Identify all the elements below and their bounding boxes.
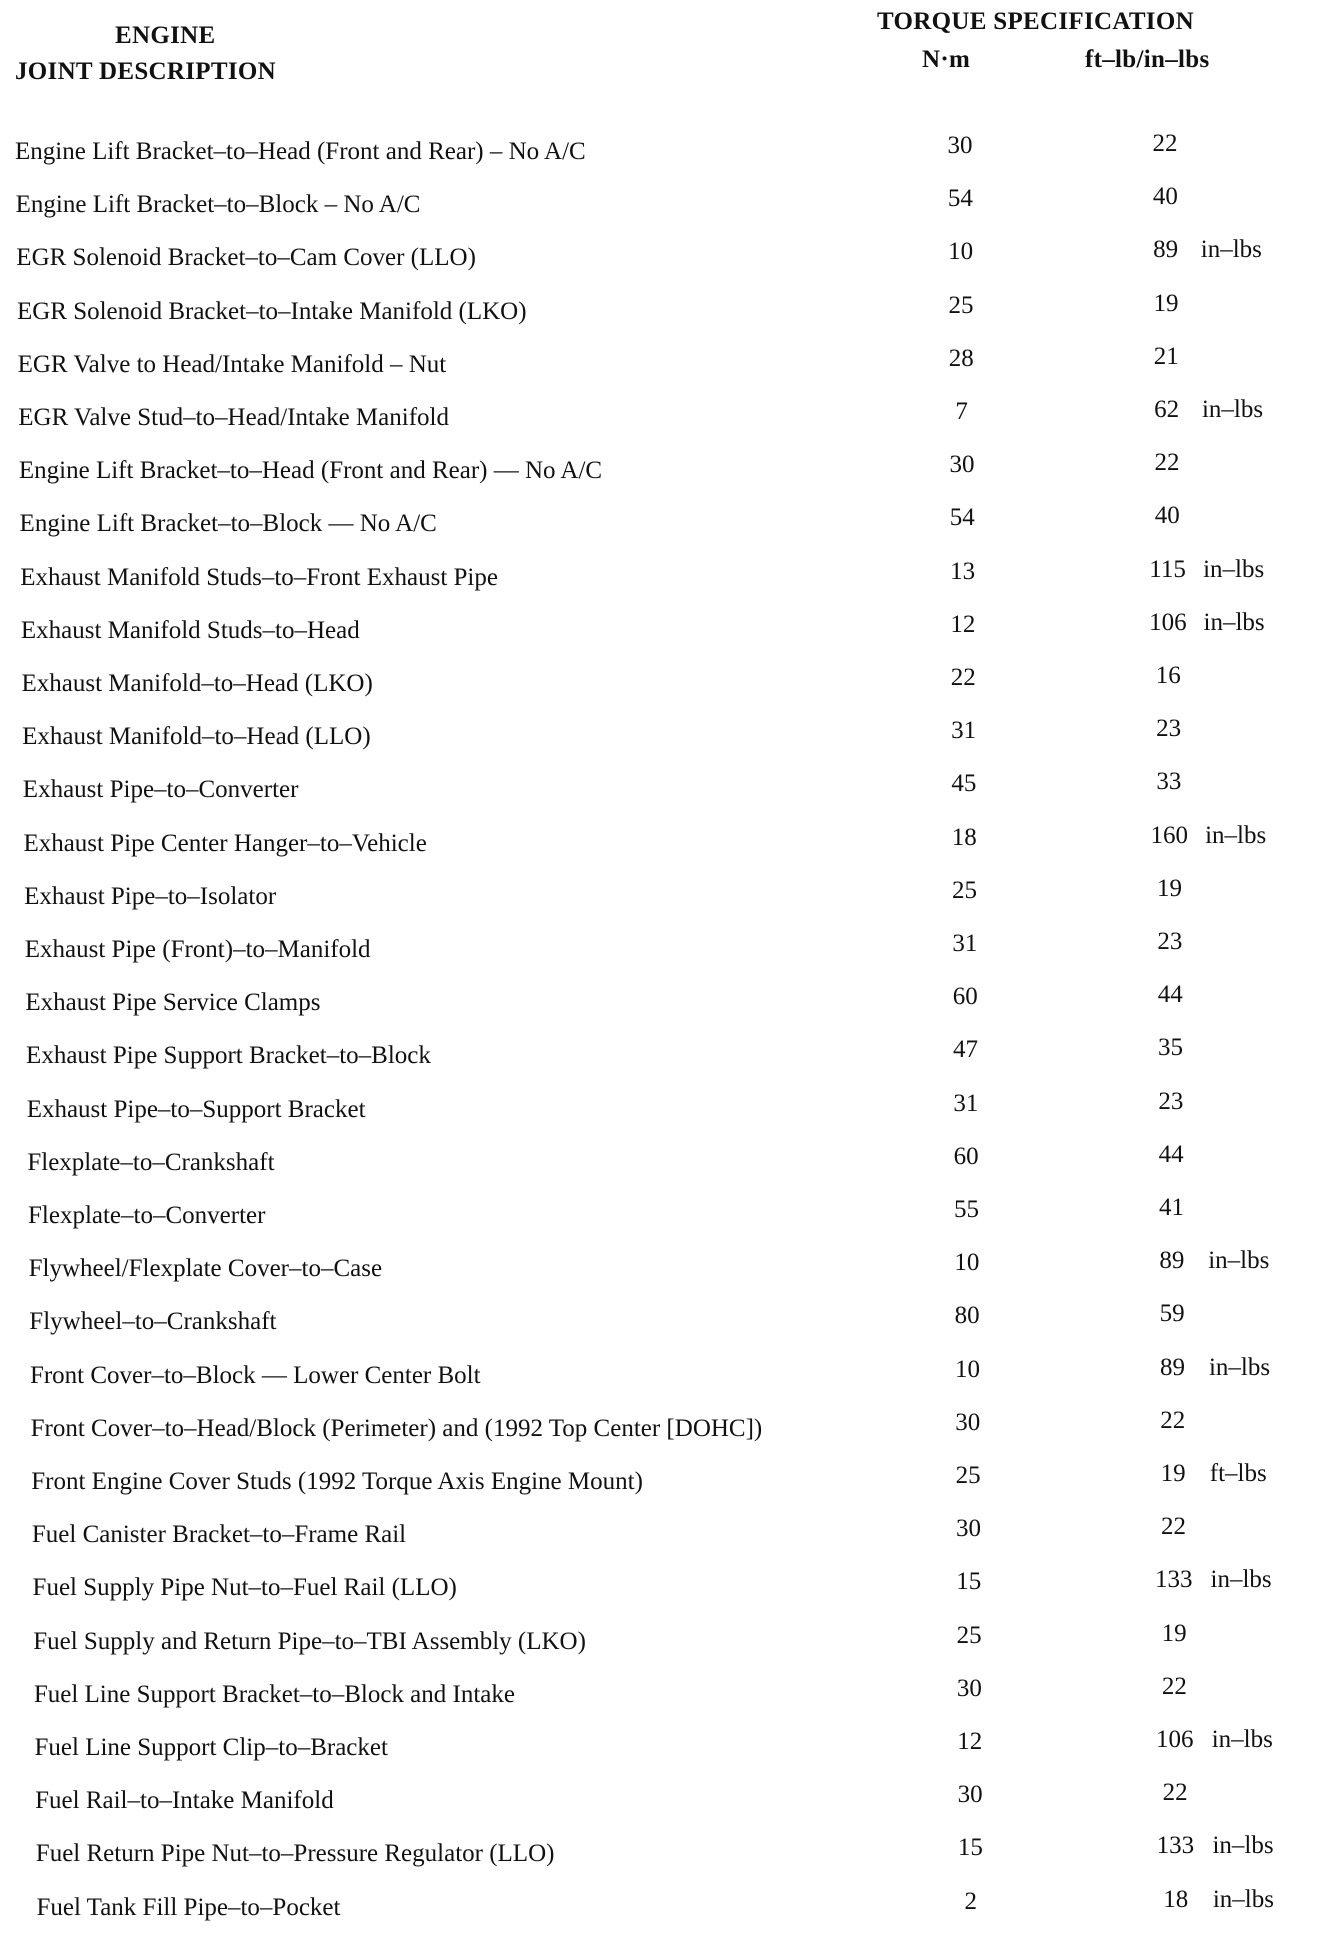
joint-description: Exhaust Pipe Service Clamps bbox=[25, 989, 321, 1017]
torque-nm: 54 bbox=[949, 504, 975, 532]
table-row bbox=[0, 1194, 1328, 1242]
joint-description: Front Engine Cover Studs (1992 Torque Axis Engine Mount) bbox=[31, 1468, 643, 1495]
joint-description: Fuel Supply and Return Pipe–to–TBI Assembly (LKO) bbox=[33, 1627, 586, 1655]
joint-description: Engine Lift Bracket–to–Head (Front and Rear) – No A/C bbox=[15, 138, 586, 165]
table-row bbox=[0, 1832, 1328, 1880]
torque-ftlb: 19 bbox=[1160, 1460, 1186, 1487]
torque-unit: in–lbs bbox=[1211, 1726, 1273, 1753]
table-row bbox=[0, 342, 1328, 391]
joint-description: Fuel Canister Bracket–to–Frame Rail bbox=[31, 1521, 407, 1549]
torque-nm: 30 bbox=[955, 1515, 981, 1543]
torque-ftlb: 59 bbox=[1159, 1300, 1185, 1328]
table-row bbox=[0, 502, 1328, 550]
joint-description: Engine Lift Bracket–to–Head (Front and Rear) — No A/C bbox=[18, 457, 603, 485]
table-row bbox=[0, 555, 1328, 604]
torque-nm: 10 bbox=[948, 238, 974, 266]
torque-ftlb: 44 bbox=[1157, 981, 1183, 1009]
table-row bbox=[0, 396, 1328, 444]
table-row bbox=[0, 1779, 1328, 1827]
joint-description: Fuel Tank Fill Pipe–to–Pocket bbox=[36, 1893, 341, 1921]
torque-nm: 45 bbox=[951, 770, 977, 798]
torque-ftlb: 22 bbox=[1152, 130, 1178, 157]
table-row bbox=[0, 1300, 1328, 1348]
table-row bbox=[0, 1140, 1328, 1189]
torque-nm: 47 bbox=[953, 1036, 979, 1064]
joint-description: Exhaust Pipe–to–Converter bbox=[22, 776, 299, 804]
torque-ftlb: 18 bbox=[1163, 1885, 1189, 1913]
torque-unit: in–lbs bbox=[1208, 1247, 1270, 1275]
torque-nm: 30 bbox=[949, 451, 975, 479]
torque-ftlb: 22 bbox=[1160, 1406, 1186, 1434]
joint-description: Exhaust Pipe Support Bracket–to–Block bbox=[26, 1042, 431, 1070]
joint-description: Flywheel–to–Crankshaft bbox=[29, 1308, 277, 1336]
torque-ftlb: 22 bbox=[1160, 1513, 1186, 1541]
torque-ftlb: 160 bbox=[1150, 821, 1188, 849]
torque-ftlb: 62 bbox=[1154, 396, 1180, 423]
joint-description: Flexplate–to–Converter bbox=[28, 1202, 266, 1229]
table-row bbox=[0, 1247, 1328, 1295]
torque-ftlb: 89 bbox=[1159, 1353, 1185, 1381]
joint-description: Flywheel/Flexplate Cover–to–Case bbox=[28, 1255, 383, 1283]
table-row bbox=[0, 662, 1328, 710]
torque-nm: 25 bbox=[948, 291, 974, 319]
table-row bbox=[0, 1619, 1328, 1668]
joint-description: Engine Lift Bracket–to–Block – No A/C bbox=[15, 191, 421, 219]
torque-unit: ft–lbs bbox=[1209, 1460, 1267, 1487]
joint-description: EGR Valve Stud–to–Head/Intake Manifold bbox=[18, 404, 449, 431]
torque-nm: 15 bbox=[956, 1568, 982, 1596]
column-header-ftlb: ft–lb/in–lbs bbox=[1085, 46, 1210, 73]
torque-unit: in–lbs bbox=[1208, 1353, 1271, 1381]
table-row bbox=[0, 821, 1328, 870]
table-row bbox=[0, 715, 1328, 763]
joint-description: Fuel Return Pipe Nut–to–Pressure Regulator (LLO) bbox=[35, 1840, 555, 1868]
torque-nm: 30 bbox=[947, 132, 973, 159]
torque-nm: 54 bbox=[947, 185, 973, 213]
table-row bbox=[0, 183, 1328, 231]
joint-description: Exhaust Pipe–to–Support Bracket bbox=[26, 1095, 366, 1123]
column-header-nm: N·m bbox=[922, 46, 971, 73]
torque-ftlb: 106 bbox=[1156, 1726, 1194, 1753]
torque-ftlb: 133 bbox=[1156, 1832, 1195, 1860]
joint-description: Fuel Supply Pipe Nut–to–Fuel Rail (LLO) bbox=[32, 1574, 457, 1602]
torque-ftlb: 22 bbox=[1162, 1779, 1188, 1807]
table-row bbox=[0, 768, 1328, 816]
torque-ftlb: 89 bbox=[1159, 1247, 1185, 1275]
torque-nm: 7 bbox=[955, 398, 968, 425]
torque-nm: 30 bbox=[956, 1674, 982, 1702]
joint-description: Exhaust Manifold–to–Head (LKO) bbox=[21, 670, 373, 697]
torque-ftlb: 35 bbox=[1158, 1034, 1184, 1062]
torque-ftlb: 41 bbox=[1159, 1194, 1184, 1221]
joint-description: Flexplate–to–Crankshaft bbox=[27, 1148, 275, 1176]
table-row bbox=[0, 449, 1328, 497]
table-row bbox=[0, 130, 1328, 178]
torque-nm: 12 bbox=[957, 1728, 983, 1755]
torque-nm: 22 bbox=[950, 664, 976, 691]
torque-nm: 10 bbox=[954, 1249, 980, 1277]
torque-nm: 2 bbox=[964, 1887, 977, 1915]
torque-ftlb: 133 bbox=[1155, 1566, 1193, 1594]
torque-ftlb: 22 bbox=[1154, 449, 1180, 477]
torque-ftlb: 23 bbox=[1158, 1087, 1184, 1115]
torque-nm: 13 bbox=[950, 557, 976, 585]
joint-description: Engine Lift Bracket–to–Block — No A/C bbox=[19, 510, 437, 538]
torque-nm: 15 bbox=[957, 1834, 983, 1862]
torque-nm: 55 bbox=[954, 1196, 979, 1223]
torque-ftlb: 21 bbox=[1153, 342, 1179, 370]
column-header-engine: ENGINE bbox=[115, 22, 216, 49]
torque-nm: 28 bbox=[948, 344, 974, 372]
joint-description: Exhaust Manifold Studs–to–Front Exhaust Pipe bbox=[20, 563, 498, 591]
torque-nm: 10 bbox=[954, 1355, 980, 1383]
joint-description: EGR Solenoid Bracket–to–Cam Cover (LLO) bbox=[16, 244, 476, 272]
table-row bbox=[0, 1726, 1328, 1774]
torque-ftlb: 40 bbox=[1152, 183, 1178, 211]
column-header-joint-description: JOINT DESCRIPTION bbox=[15, 58, 276, 85]
torque-unit: in–lbs bbox=[1203, 608, 1265, 636]
torque-nm: 31 bbox=[952, 930, 978, 957]
torque-ftlb: 22 bbox=[1161, 1672, 1187, 1700]
torque-ftlb: 19 bbox=[1157, 874, 1183, 902]
joint-description: Front Cover–to–Block — Lower Center Bolt bbox=[29, 1361, 481, 1389]
table-row bbox=[0, 1566, 1328, 1614]
torque-nm: 25 bbox=[955, 1462, 981, 1489]
torque-ftlb: 23 bbox=[1156, 715, 1182, 743]
torque-nm: 18 bbox=[951, 823, 977, 851]
table-row bbox=[0, 981, 1328, 1029]
torque-ftlb: 33 bbox=[1156, 768, 1182, 796]
torque-nm: 30 bbox=[955, 1408, 981, 1436]
torque-nm: 25 bbox=[956, 1621, 982, 1649]
joint-description: Fuel Line Support Clip–to–Bracket bbox=[34, 1734, 388, 1761]
joint-description: Exhaust Manifold Studs–to–Head bbox=[20, 616, 360, 644]
torque-ftlb: 115 bbox=[1149, 555, 1186, 583]
joint-description: Exhaust Pipe–to–Isolator bbox=[24, 882, 277, 910]
table-row bbox=[0, 608, 1328, 657]
torque-ftlb: 16 bbox=[1155, 662, 1181, 689]
torque-nm: 60 bbox=[953, 1142, 979, 1170]
torque-nm: 25 bbox=[952, 876, 978, 904]
torque-nm: 80 bbox=[954, 1302, 980, 1330]
torque-unit: in–lbs bbox=[1212, 1885, 1274, 1913]
torque-nm: 12 bbox=[950, 610, 976, 638]
torque-nm: 31 bbox=[953, 1089, 979, 1117]
joint-description: Fuel Rail–to–Intake Manifold bbox=[35, 1787, 334, 1815]
torque-ftlb: 44 bbox=[1158, 1140, 1184, 1168]
table-row bbox=[0, 1885, 1328, 1934]
table-row bbox=[0, 1353, 1328, 1402]
table-row bbox=[0, 1672, 1328, 1721]
torque-unit: in–lbs bbox=[1200, 236, 1262, 264]
torque-nm: 30 bbox=[957, 1781, 983, 1809]
joint-description: Fuel Line Support Bracket–to–Block and Intake bbox=[33, 1680, 515, 1708]
table-row bbox=[0, 928, 1328, 976]
joint-description: Exhaust Pipe (Front)–to–Manifold bbox=[24, 936, 371, 963]
torque-ftlb: 40 bbox=[1154, 502, 1180, 530]
torque-unit: in–lbs bbox=[1205, 821, 1267, 849]
torque-unit: in–lbs bbox=[1203, 555, 1265, 583]
table-row bbox=[0, 236, 1328, 284]
table-row bbox=[0, 1460, 1328, 1508]
torque-nm: 31 bbox=[951, 717, 977, 745]
torque-ftlb: 106 bbox=[1149, 608, 1187, 636]
table-row bbox=[0, 1087, 1328, 1136]
joint-description: EGR Solenoid Bracket–to–Intake Manifold (LKO) bbox=[16, 297, 527, 325]
torque-ftlb: 89 bbox=[1153, 236, 1179, 264]
torque-ftlb: 19 bbox=[1153, 289, 1179, 317]
torque-unit: in–lbs bbox=[1210, 1566, 1272, 1594]
torque-unit: in–lbs bbox=[1201, 396, 1264, 423]
torque-ftlb: 23 bbox=[1157, 928, 1183, 955]
table-row bbox=[0, 1513, 1328, 1561]
table-row bbox=[0, 874, 1328, 923]
table-row bbox=[0, 289, 1328, 338]
table-row bbox=[0, 1406, 1328, 1455]
torque-ftlb: 19 bbox=[1161, 1619, 1187, 1647]
table-row bbox=[0, 1034, 1328, 1082]
joint-description: Exhaust Manifold–to–Head (LLO) bbox=[22, 723, 371, 751]
joint-description: Exhaust Pipe Center Hanger–to–Vehicle bbox=[23, 829, 427, 857]
torque-nm: 60 bbox=[952, 983, 978, 1011]
joint-description: Front Cover–to–Head/Block (Perimeter) and (1992 Top Center [DOHC]) bbox=[30, 1414, 763, 1442]
joint-description: EGR Valve to Head/Intake Manifold – Nut bbox=[17, 350, 447, 378]
column-header-torque-specification: TORQUE SPECIFICATION bbox=[877, 8, 1194, 35]
torque-unit: in–lbs bbox=[1212, 1832, 1274, 1860]
